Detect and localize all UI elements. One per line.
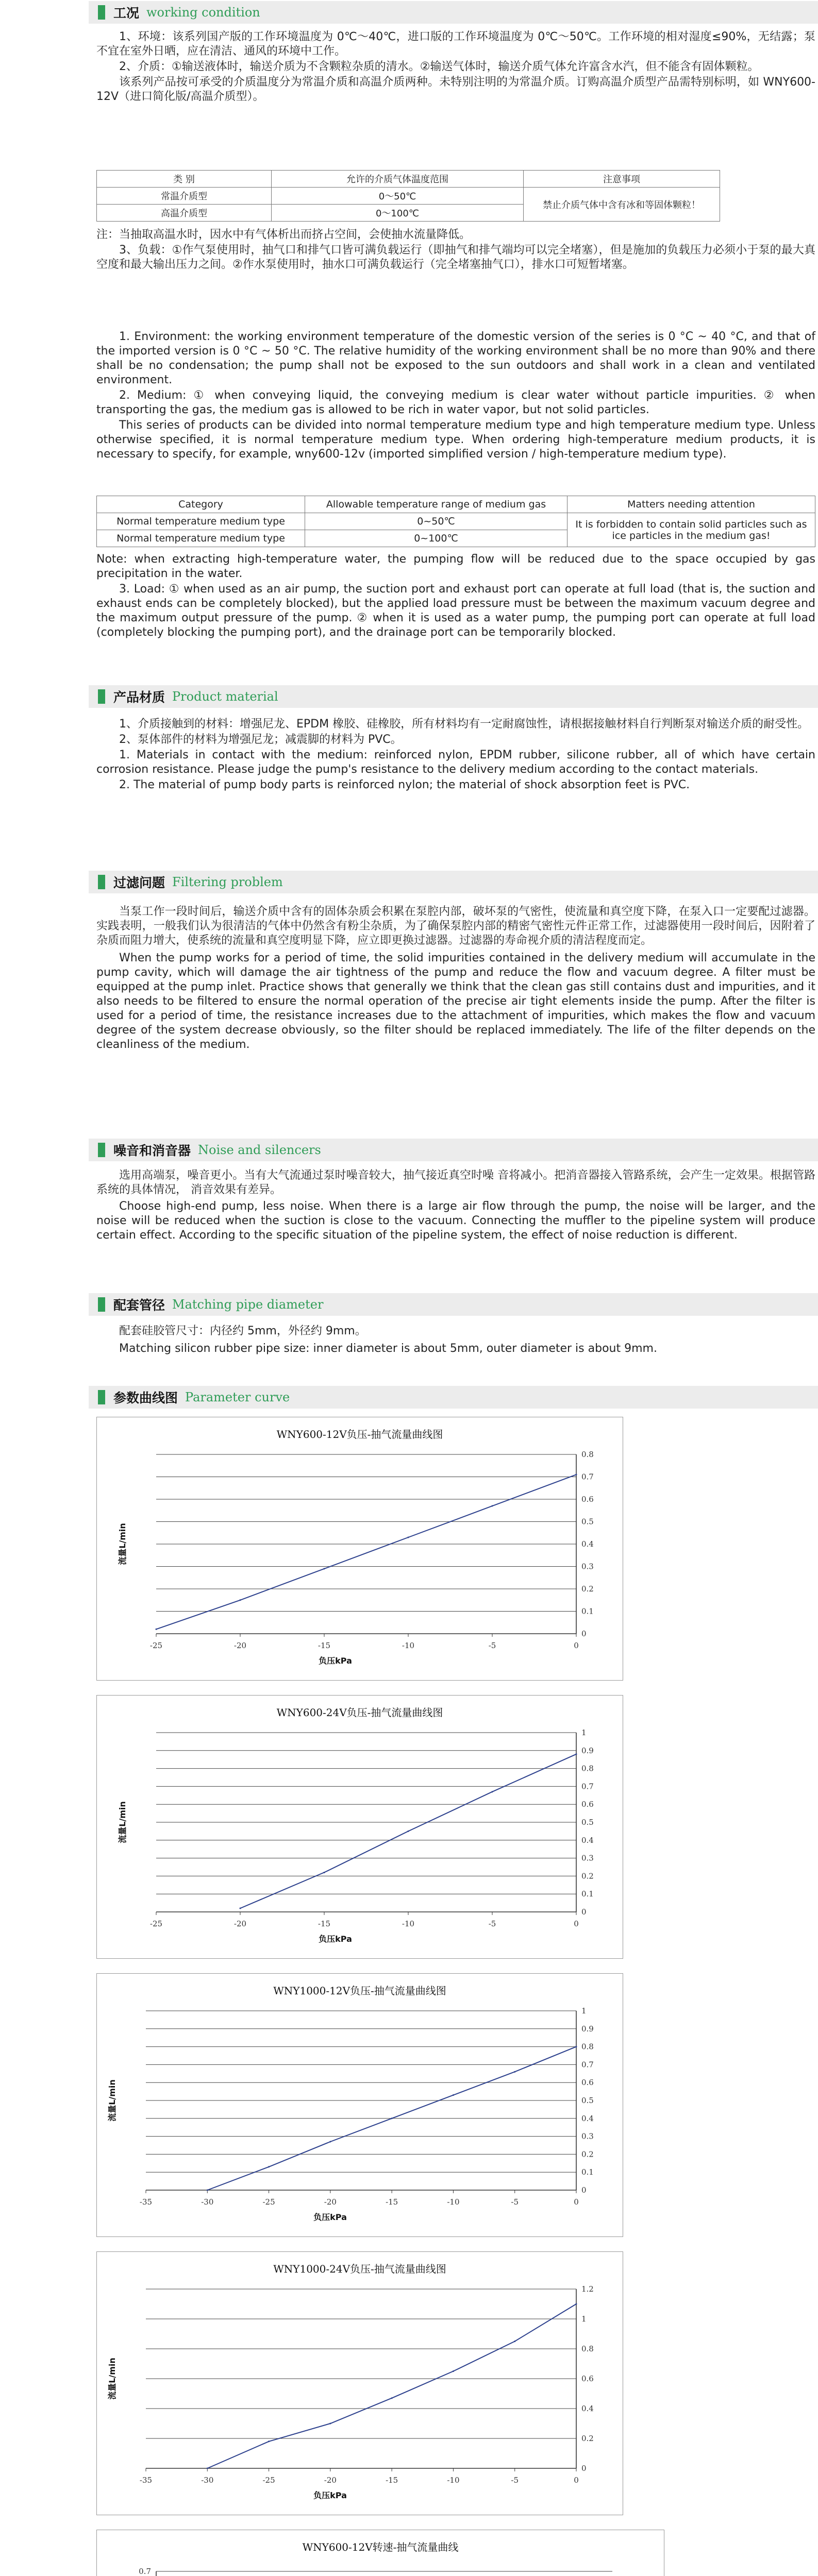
paragraph: 该系列产品按可承受的介质温度分为常温介质和高温介质两种。未特别注明的为常温介质。订购高温介质型产品需特别标明，如 WNY600-12V（进口简化版/高温介质型）。 bbox=[96, 76, 815, 103]
y-axis-label: 流量L/min bbox=[107, 2358, 117, 2400]
data-point bbox=[492, 1791, 493, 1792]
x-tick-label: -10 bbox=[402, 1641, 415, 1650]
data-point bbox=[391, 2117, 393, 2119]
data-point bbox=[453, 2094, 454, 2096]
x-tick-label: -30 bbox=[201, 2197, 214, 2207]
chart-4 bbox=[96, 2251, 623, 2515]
filter-block bbox=[96, 905, 815, 1053]
chart-svg bbox=[97, 1696, 623, 1958]
x-tick-label: 0 bbox=[574, 2476, 579, 2485]
y-tick-label: 0.8 bbox=[581, 1450, 594, 1459]
y-tick-label: 0.2 bbox=[581, 1871, 594, 1881]
y-tick-label: 1 bbox=[581, 2006, 587, 2015]
section-title-en: Parameter curve bbox=[185, 1390, 290, 1404]
y-tick-label: 0 bbox=[581, 2464, 587, 2473]
table-cell: 0~50℃ bbox=[305, 513, 567, 530]
x-tick-label: -10 bbox=[447, 2197, 460, 2207]
x-tick-label: -10 bbox=[447, 2476, 460, 2485]
section-title-zh: 产品材质 bbox=[113, 690, 165, 705]
data-point bbox=[576, 2046, 577, 2047]
paragraph: This series of products can be divided into normal temperature medium type and high temperature medium type. Unless otherwise specified, it is normal temperature medium type. When ordering high-temperature medium products, it is necessary to specify, for example, wny600-12v (imported simplified version / high-temperature medium type). bbox=[96, 419, 815, 461]
section-title-zh: 噪音和消音器 bbox=[113, 1143, 191, 1158]
data-point bbox=[329, 2423, 331, 2425]
data-point bbox=[408, 1536, 409, 1538]
x-tick-label: -15 bbox=[386, 2476, 398, 2485]
data-point bbox=[576, 2303, 577, 2305]
x-tick-label: -35 bbox=[139, 2476, 153, 2485]
y-tick-label: 0 bbox=[581, 1907, 587, 1917]
pipe-block bbox=[96, 1324, 815, 1357]
data-point bbox=[324, 1872, 325, 1873]
x-tick-label: -20 bbox=[324, 2197, 337, 2207]
x-tick-label: 0 bbox=[574, 1641, 579, 1650]
x-tick-label: -15 bbox=[318, 1919, 331, 1928]
y-tick-label: 0.5 bbox=[581, 1517, 594, 1527]
y-tick-label: 0.5 bbox=[581, 1818, 594, 1827]
paragraph: 3、负载：①作气泵使用时，抽气口和排气口皆可满负载运行（即抽气和排气端均可以完全堵塞），但是施加的负载压力必须小于泵的最大真空度和最大输出压力之间。②作水泵使用时，抽水口可满负载运行（完全堵塞抽气口），排水口可短暂堵塞。 bbox=[96, 244, 815, 271]
section-title-zh: 过滤问题 bbox=[113, 875, 165, 890]
x-tick-label: -20 bbox=[233, 1919, 247, 1928]
paragraph: When the pump works for a period of time, the solid impurities contained in the delivery medium will accumulate in the pump cavity, which will damage the air tightness of the pump and reduce the flow and vacuum degree. A filter must be equipped at the pump inlet. Practice shows that generally we think that the clean gas still contains dust and impurities, and it also needs to be filtered to ensure the normal operation of the precise air tight elements inside the pump. After the filter is used for a period of time, the resistance increases due to the attachment of impurities, which makes the flow and vacuum degree of the system decrease obviously, so the filter should be replaced immediately. The life of the filter depends on the cleanliness of the medium. bbox=[96, 952, 815, 1051]
y-axis-label: 流量L/min bbox=[118, 1523, 127, 1565]
y-tick-label: 0.8 bbox=[581, 2344, 594, 2353]
chart-svg bbox=[97, 1974, 623, 2236]
table-cell: 高温介质型 bbox=[97, 205, 272, 222]
section-header-parameter-curve bbox=[89, 1386, 818, 1409]
paragraph: Choose high-end pump, less noise. When there is a large air flow through the pump, the noise will be larger, and the noise will be reduced when the suction is close to the vacuum. Connecting the muffler to the pipeline system will produce certain effect. According to the specific situation of the pipeline system, the effect of noise reduction is different. bbox=[96, 1200, 815, 1242]
chart-title: WNY600-24V负压-抽气流量曲线图 bbox=[276, 1706, 443, 1719]
chart-2 bbox=[96, 1695, 623, 1959]
y-tick-label: 0.4 bbox=[581, 2113, 594, 2123]
data-point bbox=[576, 1474, 577, 1476]
x-tick-label: -15 bbox=[386, 2197, 398, 2207]
table-header: Category bbox=[97, 496, 305, 513]
data-point bbox=[240, 1599, 241, 1601]
paragraph: 2、介质：①输送液体时，输送介质为不含颗粒杂质的清水。②输送气体时，输送介质气体允许富含水汽，但不能含有固体颗粒。 bbox=[119, 60, 759, 73]
section-marker-icon bbox=[98, 1297, 105, 1312]
x-tick-label: -15 bbox=[318, 1641, 331, 1650]
section-title-en: Noise and silencers bbox=[198, 1143, 321, 1157]
y-tick-label: 0.7 bbox=[581, 1472, 594, 1482]
chart-title: WNY600-12V转速-抽气流量曲线 bbox=[302, 2541, 459, 2553]
paragraph: 1、环境：该系列国产版的工作环境温度为 0℃～40℃，进口版的工作环境温度为 0℃～50℃。工作环境的相对湿度≤90%，无结露；泵不宜在室外日晒，应在清洁、通风的环境中工作。 bbox=[96, 30, 815, 58]
material-block bbox=[96, 717, 815, 793]
x-tick-label: -30 bbox=[201, 2476, 214, 2485]
section-title-zh: 配套管径 bbox=[113, 1298, 165, 1313]
y-tick-label: 0.2 bbox=[581, 2434, 594, 2443]
y-tick-label: 0.1 bbox=[581, 1889, 594, 1899]
y-tick-label: 0.7 bbox=[581, 2060, 594, 2070]
work-zh-block bbox=[96, 30, 815, 105]
x-tick-label: -25 bbox=[149, 1919, 163, 1928]
data-point bbox=[492, 1505, 493, 1507]
chart-title: WNY1000-12V负压-抽气流量曲线图 bbox=[273, 1985, 446, 1997]
en-temperature-table bbox=[96, 496, 815, 547]
y-tick-label: 0.3 bbox=[581, 1853, 594, 1863]
y-tick-label: 1.2 bbox=[581, 2284, 594, 2294]
x-axis-label: 负压kPa bbox=[319, 1656, 352, 1666]
x-tick-label: -10 bbox=[402, 1919, 415, 1928]
y-tick-label: 0.4 bbox=[581, 1539, 594, 1549]
paragraph: 1. Materials in contact with the medium: reinforced nylon, EPDM rubber, silicone rubber, all of which have certain corrosion resistance. Please judge the pump's resistance to the delivery medium according to the contact materials. bbox=[96, 749, 815, 776]
chart-svg bbox=[97, 1417, 623, 1680]
table-header: Allowable temperature range of medium gas bbox=[305, 496, 567, 513]
table-cell: 0～100℃ bbox=[272, 205, 524, 222]
table-header: Matters needing attention bbox=[567, 496, 815, 513]
section-title-zh: 参数曲线图 bbox=[113, 1391, 178, 1405]
work-en-block bbox=[96, 330, 815, 463]
series-line bbox=[156, 1475, 576, 1629]
data-point bbox=[207, 2468, 208, 2469]
data-point bbox=[207, 2190, 208, 2191]
y-tick-label: 0.3 bbox=[581, 2131, 594, 2141]
paragraph: 当泵工作一段时间后，输送介质中含有的固体杂质会积累在泵腔内部，破坏泵的气密性，使流量和真空度下降，在泵入口一定要配过滤器。实践表明，一般我们认为很清洁的气体中仍然含有粉尘杂质，为了确保泵腔内部的精密气密性元件正常工作，过滤器使用一段时间后，因附着了杂质而阻力增大，使系统的流量和真空度明显下降，应立即更换过滤器。过滤器的寿命视介质的清洁程度而定。 bbox=[96, 905, 815, 947]
table-cell: 0～50℃ bbox=[272, 188, 524, 205]
y-tick-label: 0.8 bbox=[581, 2042, 594, 2052]
section-marker-icon bbox=[98, 1143, 105, 1157]
paragraph: Matching silicon rubber pipe size: inner diameter is about 5mm, outer diameter is about 9mm. bbox=[119, 1342, 657, 1355]
y-tick-label: 0.1 bbox=[581, 2167, 594, 2177]
y-tick-label: 1 bbox=[581, 2314, 587, 2324]
y-tick-label: 0.7 bbox=[139, 2567, 151, 2576]
section-title-zh: 工况 bbox=[113, 6, 140, 21]
paragraph: 选用高端泵，噪音更小。当有大气流通过泵时噪音较大，抽气接近真空时噪 音将减小。把消音器接入管路系统，会产生一定效果。根据管路系统的具体情况， 消音效果有差异。 bbox=[96, 1169, 815, 1196]
y-tick-label: 0.2 bbox=[581, 2149, 594, 2159]
y-tick-label: 1 bbox=[581, 1728, 587, 1737]
section-title-en: Matching pipe diameter bbox=[172, 1297, 324, 1312]
zh-temperature-table bbox=[96, 170, 720, 222]
chart-title: WNY1000-24V负压-抽气流量曲线图 bbox=[273, 2263, 446, 2275]
section-title-en: Filtering problem bbox=[172, 875, 283, 889]
x-axis-label: 负压kPa bbox=[313, 2212, 347, 2222]
y-axis-label: 流量L/min bbox=[118, 1801, 127, 1843]
chart-svg bbox=[97, 2252, 623, 2515]
y-tick-label: 0.6 bbox=[581, 2374, 594, 2383]
y-tick-label: 0.9 bbox=[581, 2024, 594, 2033]
data-point bbox=[408, 1831, 409, 1832]
y-tick-label: 0.6 bbox=[581, 1800, 594, 1809]
table-cell: 常温介质型 bbox=[97, 188, 272, 205]
x-tick-label: -5 bbox=[511, 2476, 519, 2485]
x-axis-label: 负压kPa bbox=[319, 1934, 352, 1944]
x-tick-label: -25 bbox=[149, 1641, 163, 1650]
paragraph: 2. Medium: ① when conveying liquid, the conveying medium is clear water without particle impurities. ② when transporting the gas, the medium gas is allowed to be rich in water vapor, but not solid particles. bbox=[96, 389, 815, 416]
table-cell: Normal temperature medium type bbox=[97, 530, 305, 547]
paragraph: 3. Load: ① when used as an air pump, the suction port and exhaust port can operate at full load (that is, the suction and exhaust ends can be completely blocked), but the applied load pressure must be between the maximum vacuum degree and the maximum output pressure of the pump. ② when it is used as a water pump, the pumping port can operate at full load (completely blocking the pumping port), and the drainage port can be temporarily blocked. bbox=[96, 583, 815, 639]
y-tick-label: 0.6 bbox=[581, 2078, 594, 2088]
x-tick-label: 0 bbox=[574, 2197, 579, 2207]
y-tick-label: 0.3 bbox=[581, 1562, 594, 1571]
chart-title: WNY600-12V负压-抽气流量曲线图 bbox=[276, 1428, 443, 1440]
note: 注：当抽取高温水时，因水中有气体析出而挤占空间，会使抽水流量降低。 bbox=[96, 228, 471, 241]
y-tick-label: 0.8 bbox=[581, 1764, 594, 1773]
y-tick-label: 0.6 bbox=[581, 1495, 594, 1504]
paragraph: 1. Environment: the working environment temperature of the domestic version of the series is 0 °C ~ 40 °C, and that of the imported version is 0 °C ~ 50 °C. The relative humidity of the working environment shall be no more than 90% and there shall be no condensation; the pump shall not be exposed to the sun outdoors and shall work in a clean and ventilated environment. bbox=[96, 330, 815, 386]
data-point bbox=[576, 1753, 577, 1755]
x-tick-label: -5 bbox=[511, 2197, 519, 2207]
data-point bbox=[391, 2397, 393, 2399]
x-tick-label: -5 bbox=[488, 1919, 496, 1928]
section-marker-icon bbox=[98, 875, 105, 889]
table-cell: 禁止介质气体中含有冰和等固体颗粒！ bbox=[524, 188, 720, 222]
paragraph: 2. The material of pump body parts is reinforced nylon; the material of shock absorption feet is PVC. bbox=[119, 778, 690, 791]
data-point bbox=[324, 1568, 325, 1569]
section-marker-icon bbox=[98, 689, 105, 704]
work-zh-block-2 bbox=[96, 228, 815, 273]
x-tick-label: -5 bbox=[488, 1641, 496, 1650]
chart-5 bbox=[96, 2530, 664, 2576]
section-header-filtering-problem bbox=[89, 871, 818, 893]
section-header-pipe-diameter bbox=[89, 1293, 818, 1316]
y-tick-label: 0.2 bbox=[581, 1584, 594, 1594]
series-line bbox=[207, 2304, 576, 2468]
paragraph: 1、介质接触到的材料：增强尼龙、EPDM 橡胶、硅橡胶，所有材料均有一定耐腐蚀性，请根据接触材料自行判断泵对输送介质的耐受性。 bbox=[119, 718, 809, 731]
section-title-en: Product material bbox=[172, 689, 278, 704]
data-point bbox=[268, 2166, 270, 2167]
y-tick-label: 0 bbox=[581, 2185, 587, 2195]
table-header: 注意事项 bbox=[524, 171, 720, 188]
x-tick-label: -25 bbox=[262, 2476, 275, 2485]
x-tick-label: -20 bbox=[324, 2476, 337, 2485]
note: Note: when extracting high-temperature water, the pumping flow will be reduced due to the space occupied by gas precipitation in the water. bbox=[96, 553, 815, 580]
data-point bbox=[240, 1908, 241, 1909]
y-axis-label: 流量L/min bbox=[107, 2079, 117, 2122]
chart-1 bbox=[96, 1417, 623, 1681]
section-title-en: working condition bbox=[146, 5, 260, 20]
data-point bbox=[514, 2341, 515, 2342]
data-point bbox=[514, 2071, 515, 2073]
paragraph: 配套硅胶管尺寸：内径约 5mm，外径约 9mm。 bbox=[119, 1325, 366, 1337]
noise-block bbox=[96, 1168, 815, 1244]
section-marker-icon bbox=[98, 5, 105, 20]
table-cell: Normal temperature medium type bbox=[97, 513, 305, 530]
data-point bbox=[268, 2441, 270, 2442]
y-tick-label: 0 bbox=[581, 1629, 587, 1638]
x-tick-label: -25 bbox=[262, 2197, 275, 2207]
section-header-noise bbox=[89, 1139, 818, 1161]
y-tick-label: 0.4 bbox=[581, 2404, 594, 2413]
y-tick-label: 0.1 bbox=[581, 1606, 594, 1616]
data-point bbox=[329, 2141, 331, 2143]
y-tick-label: 0.5 bbox=[581, 2096, 594, 2105]
section-marker-icon bbox=[98, 1390, 105, 1404]
table-header: 类 别 bbox=[97, 171, 272, 188]
x-tick-label: -35 bbox=[139, 2197, 153, 2207]
table-header: 允许的介质气体温度范围 bbox=[272, 171, 524, 188]
paragraph: 2、泵体部件的材料为增强尼龙；减震脚的材料为 PVC。 bbox=[119, 733, 402, 746]
work-en-block-2 bbox=[96, 552, 815, 641]
data-point bbox=[453, 2370, 454, 2372]
data-point bbox=[156, 1629, 157, 1630]
table-cell: It is forbidden to contain solid particles such as ice particles in the medium gas! bbox=[567, 513, 815, 547]
chart-3 bbox=[96, 1973, 623, 2237]
y-tick-label: 0.9 bbox=[581, 1745, 594, 1755]
x-tick-label: 0 bbox=[574, 1919, 579, 1928]
section-header-product-material bbox=[89, 685, 818, 708]
x-axis-label: 负压kPa bbox=[313, 2490, 347, 2500]
y-tick-label: 0.7 bbox=[581, 1782, 594, 1791]
x-tick-label: -20 bbox=[233, 1641, 247, 1650]
section-header-working-condition bbox=[89, 1, 818, 24]
table-cell: 0~100℃ bbox=[305, 530, 567, 547]
y-tick-label: 0.4 bbox=[581, 1835, 594, 1845]
chart-svg bbox=[97, 2530, 664, 2576]
